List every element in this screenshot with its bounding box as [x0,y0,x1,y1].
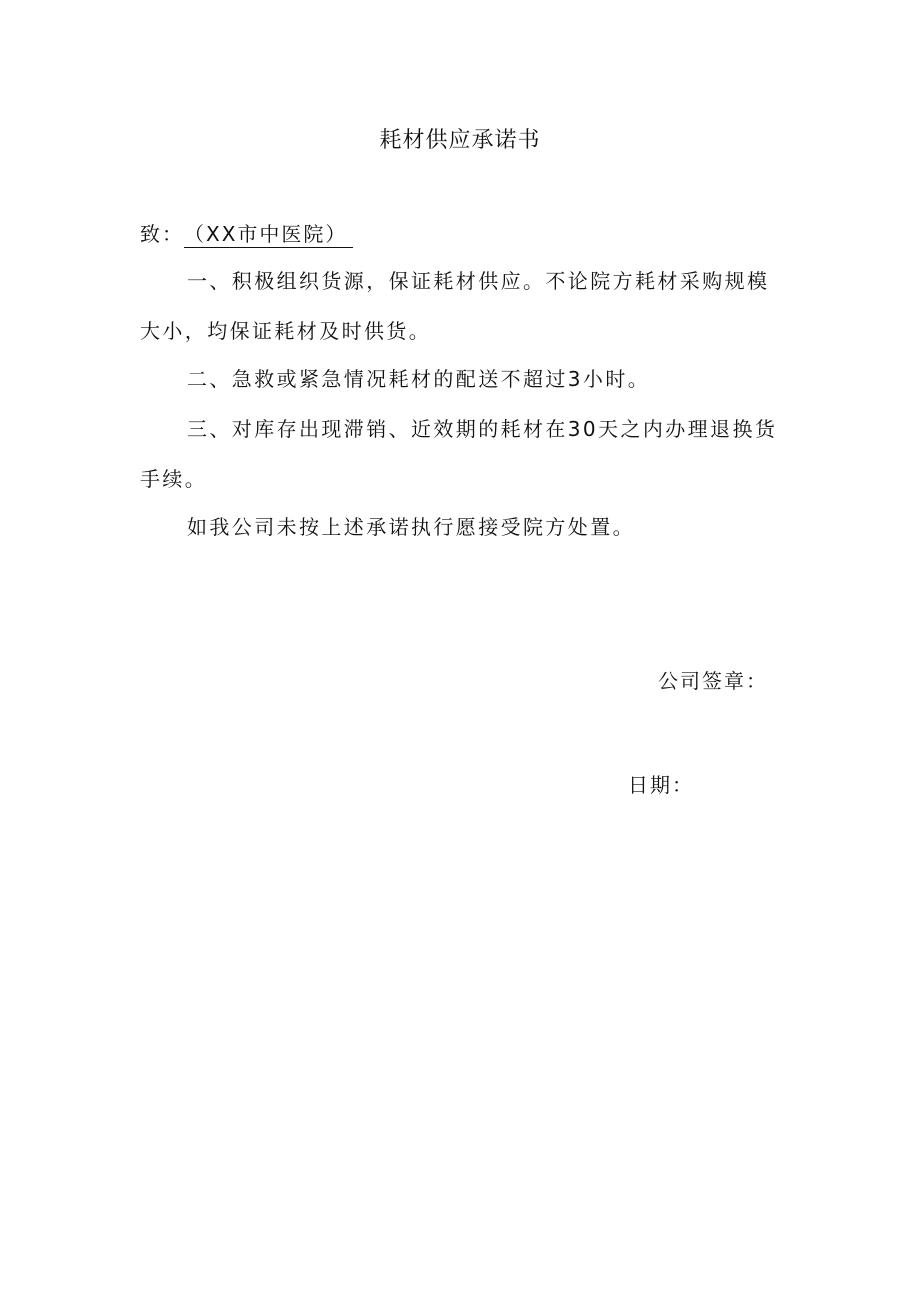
commitment-paragraph-3: 三、对库存出现滞销、近效期的耗材在30天之内办理退换货手续。 [140,417,778,491]
closing-statement: 如我公司未按上述承诺执行愿接受院方处置。 [187,515,635,539]
commitment-paragraph-1: 一、积极组织货源，保证耗材供应。不论院方耗材采购规模大小，均保证耗材及时供货。 [140,269,770,343]
commitment-paragraph-2: 二、急救或紧急情况耗材的配送不超过3小时。 [187,367,651,391]
salutation-prefix: 致： [140,222,184,246]
recipient-name: （XX市中医院） [184,221,353,248]
date-label: 日期： [628,773,694,797]
company-seal-label: 公司签章： [658,669,768,693]
document-title: 耗材供应承诺书 [379,128,541,153]
salutation [140,218,353,248]
